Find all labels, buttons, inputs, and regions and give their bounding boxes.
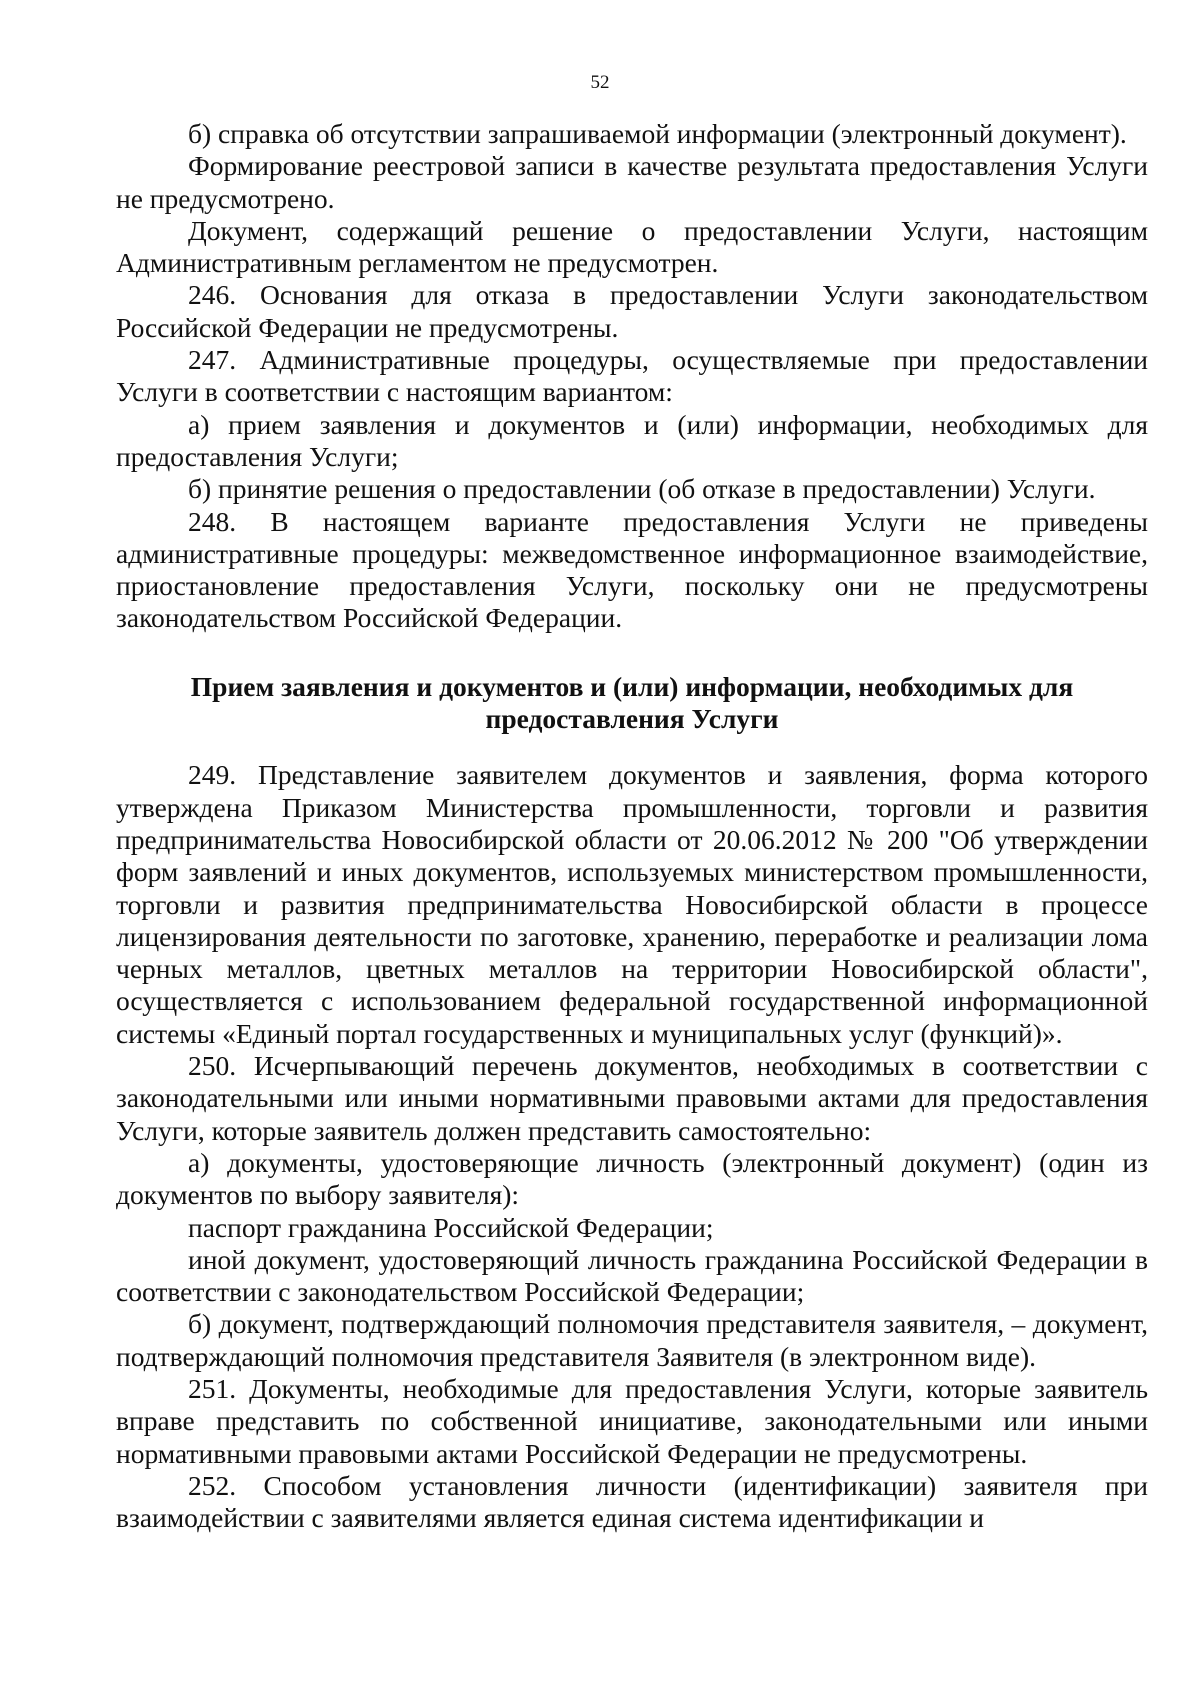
paragraph-result-certificate: б) справка об отсутствии запрашиваемой информации (электронный документ). bbox=[188, 118, 1127, 149]
section-heading-line-2: предоставления Услуги bbox=[485, 703, 779, 735]
paragraph-passport: паспорт гражданина Российской Федерации; bbox=[188, 1211, 714, 1243]
paragraph-249: 249. Представление заявителем документов и заявления, форма которого утверждена Приказом Министерства промышленности, торговли и развития предпринимательства Новосибирской области от 20.06.2012 № 200 "Об утверждении форм заявлений и иных документов, используемых министерством промышленности, торговли и развития предпринимательства Новосибирской области в процессе лицензирования деятельности по заготовке, хранению, переработке и реализации лома черных металлов, цветных металлов на территории Новосибирской области", осуществляется с использованием федеральной государственной информационной системы «Единый портал государственных и муниципальных услуг (функций)». bbox=[116, 759, 1148, 1049]
paragraph-other-id-document: иной документ, удостоверяющий личность гражданина Российской Федерации в соответствии с законодательством Российской Федерации; bbox=[116, 1243, 1148, 1308]
section-heading-line-1: Прием заявления и документов и (или) информации, необходимых для bbox=[190, 670, 1074, 702]
document-body bbox=[116, 118, 1148, 1534]
paragraph-247-a: а) прием заявления и документов и (или) информации, необходимых для предоставления Услуги; bbox=[116, 408, 1148, 472]
paragraph-247: 247. Административные процедуры, осуществляемые при предоставлении Услуги в соответствии с настоящим вариантом: bbox=[116, 344, 1148, 408]
paragraph-decision-document: Документ, содержащий решение о предоставлении Услуги, настоящим Административным регламентом не предусмотрен. bbox=[116, 214, 1148, 279]
paragraph-250: 250. Исчерпывающий перечень документов, необходимых в соответствии с законодательными или иными нормативными правовыми актами для предоставления Услуги, которые заявитель должен представить самостоятельно: bbox=[116, 1050, 1148, 1146]
paragraph-250-b: б) документ, подтверждающий полномочия представителя заявителя, – документ, подтверждающий полномочия представителя Заявителя (в электронном виде). bbox=[116, 1308, 1148, 1372]
paragraph-247-b: б) принятие решения о предоставлении (об отказе в предоставлении) Услуги. bbox=[188, 473, 1096, 505]
paragraph-246: 246. Основания для отказа в предоставлении Услуги законодательством Российской Федерации не предусмотрены. bbox=[116, 279, 1148, 343]
paragraph-248: 248. В настоящем варианте предоставления Услуги не приведены административные процедуры: межведомственное информационное взаимодействие, приостановление предоставления Услуги, поскольку они не предусмотрены законодательством Российской Федерации. bbox=[116, 505, 1148, 634]
paragraph-251: 251. Документы, необходимые для предоставления Услуги, которые заявитель вправе представить по собственной инициативе, законодательными или иными нормативными правовыми актами Российской Федерации не предусмотрены. bbox=[116, 1372, 1148, 1469]
paragraph-252: 252. Способом установления личности (идентификации) заявителя при взаимодействии с заявителями является единая система идентификации и bbox=[116, 1469, 1148, 1534]
page-number: 52 bbox=[590, 72, 610, 93]
paragraph-250-a: а) документы, удостоверяющие личность (электронный документ) (один из документов по выбору заявителя): bbox=[116, 1146, 1148, 1211]
paragraph-registry-record: Формирование реестровой записи в качестве результата предоставления Услуги не предусмотрено. bbox=[116, 150, 1148, 214]
section-heading bbox=[116, 671, 1148, 736]
